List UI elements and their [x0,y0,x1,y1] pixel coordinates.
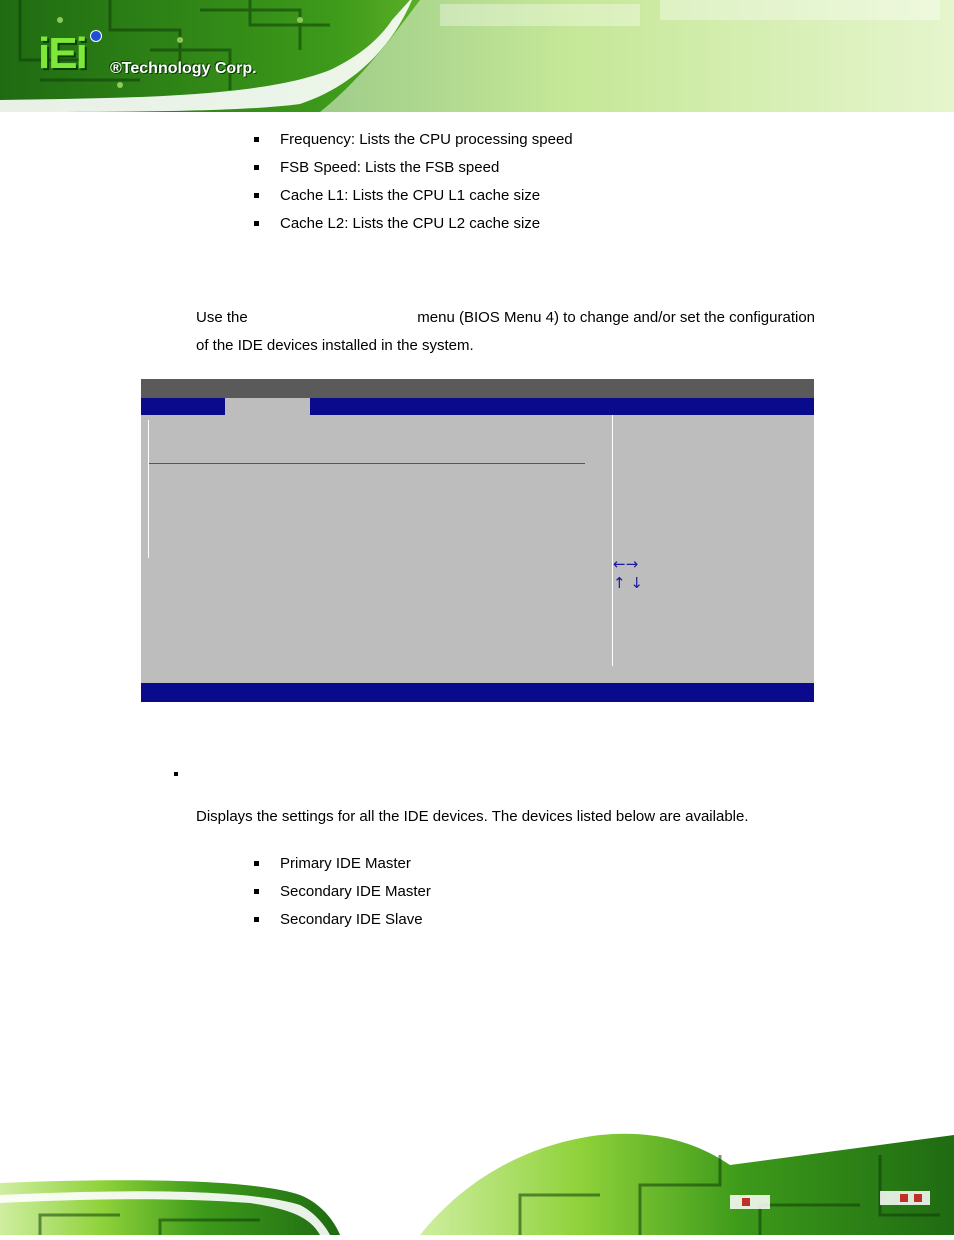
list-item-text: Frequency: Lists the CPU processing speed [280,131,573,148]
list-item-text: Secondary IDE Slave [280,911,423,928]
ide-description: Displays the settings for all the IDE devices. The devices listed below are available. [196,808,749,825]
company-logo [38,30,288,80]
bios-nav-arrows-lr: ←→ [613,555,639,573]
intro-line2: of the IDE devices installed in the system. [196,337,474,354]
bullet-icon [254,861,259,866]
bullet-icon [254,193,259,198]
bios-underline [149,463,585,464]
bullet-icon [254,221,259,226]
bios-menu-bar [141,398,814,415]
list-item-text: Cache L1: Lists the CPU L1 cache size [280,187,541,204]
intro-line1-rest: menu (BIOS Menu 4) to change and/or set the configuration [417,309,815,326]
bullet-icon [254,165,259,170]
logo-iei: iEi [38,29,86,78]
bios-help-divider [612,415,613,666]
section-bullet-icon [174,772,178,776]
list-item-text: Cache L2: Lists the CPU L2 cache size [280,215,541,232]
bios-screen [141,379,814,702]
bullet-icon [254,889,259,894]
logo-dot [90,30,102,42]
bios-title-bar [141,379,814,398]
list-item-text: Primary IDE Master [280,855,411,872]
header-banner [0,0,954,112]
intro-use-the: Use the [196,309,248,326]
list-item-text: Secondary IDE Master [280,883,431,900]
bullet-icon [254,137,259,142]
list-item-text: FSB Speed: Lists the FSB speed [280,159,500,176]
bios-bottom-bar [141,683,814,702]
logo-company-name: ®Technology Corp. [110,60,257,77]
bullet-icon [254,917,259,922]
bios-left-border [148,420,149,558]
bios-nav-arrows-ud: ↑ ↓ [613,574,643,592]
circuit-board-footer-graphic [0,1125,954,1235]
footer-banner [0,1125,954,1235]
bios-tab-selected[interactable] [225,398,310,415]
